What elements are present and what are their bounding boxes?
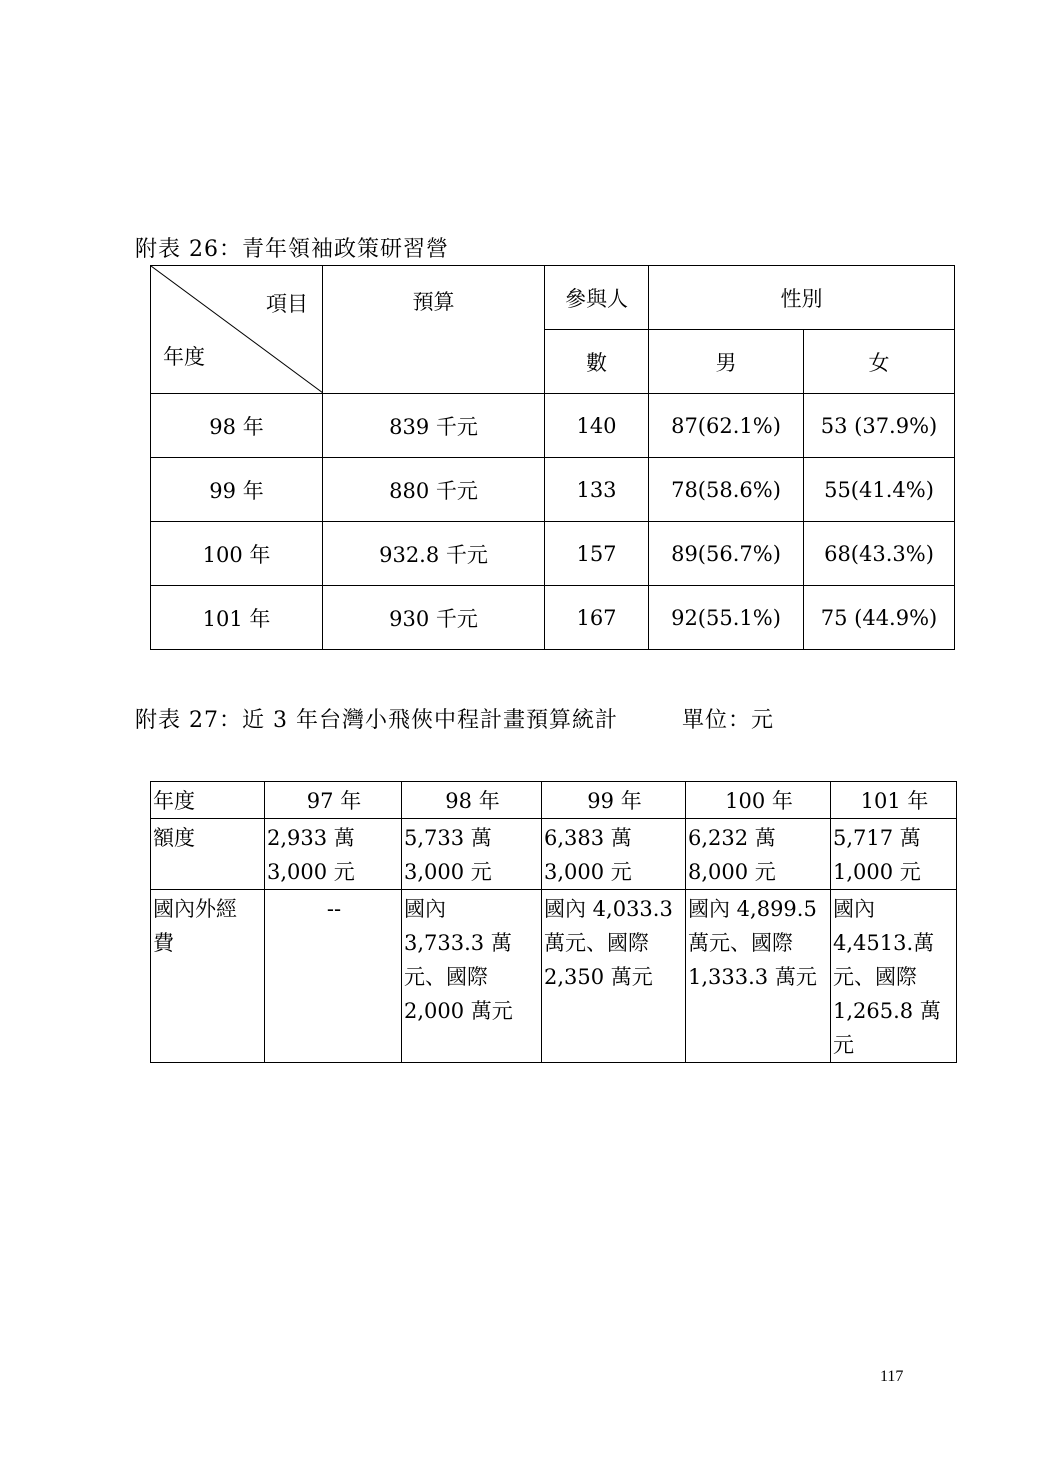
quota-101: 5,717 萬 1,000 元 <box>831 819 957 890</box>
quota-99: 6,383 萬 3,000 元 <box>542 819 686 890</box>
cell-count: 140 <box>545 394 649 458</box>
cell-budget: 932.8 千元 <box>323 522 545 586</box>
diagonal-line <box>151 266 323 393</box>
quota-100: 6,232 萬 8,000 元 <box>686 819 831 890</box>
header-gender: 性別 <box>649 266 955 330</box>
header-participants-line1: 參與人 <box>545 266 649 330</box>
cell-year: 99 年 <box>151 458 323 522</box>
table-row <box>151 522 955 586</box>
header-100: 100 年 <box>686 782 831 819</box>
table-row <box>151 890 957 1063</box>
cell-female: 68(43.3%) <box>804 522 955 586</box>
funds-99: 國內 4,033.3 萬元、國際 2,350 萬元 <box>542 890 686 1063</box>
cell-male: 87(62.1%) <box>649 394 804 458</box>
cell-budget: 880 千元 <box>323 458 545 522</box>
quota-97: 2,933 萬 3,000 元 <box>265 819 402 890</box>
diagonal-header-cell <box>151 266 323 394</box>
quota-98: 5,733 萬 3,000 元 <box>402 819 542 890</box>
table-row <box>151 819 957 890</box>
funds-100: 國內 4,899.5 萬元、國際 1,333.3 萬元 <box>686 890 831 1063</box>
cell-count: 157 <box>545 522 649 586</box>
cell-year: 101 年 <box>151 586 323 650</box>
header-item: 項目 <box>266 292 308 316</box>
header-99: 99 年 <box>542 782 686 819</box>
cell-male: 89(56.7%) <box>649 522 804 586</box>
table27-budget-stats <box>150 781 957 1063</box>
cell-budget: 839 千元 <box>323 394 545 458</box>
cell-count: 133 <box>545 458 649 522</box>
cell-female: 55(41.4%) <box>804 458 955 522</box>
funds-98: 國內 3,733.3 萬 元、國際 2,000 萬元 <box>402 890 542 1063</box>
header-101: 101 年 <box>831 782 957 819</box>
table-header-row <box>151 782 957 819</box>
page-number: 117 <box>880 1368 904 1385</box>
cell-female: 53 (37.9%) <box>804 394 955 458</box>
table-row <box>151 586 955 650</box>
cell-male: 92(55.1%) <box>649 586 804 650</box>
table26-leadership-camp <box>150 265 955 650</box>
cell-count: 167 <box>545 586 649 650</box>
header-98: 98 年 <box>402 782 542 819</box>
cell-year: 98 年 <box>151 394 323 458</box>
table-row <box>151 394 955 458</box>
funds-97: -- <box>265 890 402 1063</box>
table27-unit: 單位：元 <box>682 708 775 733</box>
header-97: 97 年 <box>265 782 402 819</box>
funds-label: 國內外經 費 <box>151 890 265 1063</box>
cell-year: 100 年 <box>151 522 323 586</box>
header-participants-line2: 數 <box>545 330 649 394</box>
cell-budget: 930 千元 <box>323 586 545 650</box>
header-budget: 預算 <box>323 266 545 394</box>
cell-female: 75 (44.9%) <box>804 586 955 650</box>
funds-101: 國內 4,4513.萬 元、國際 1,265.8 萬 元 <box>831 890 957 1063</box>
table27-caption: 附表 27：近 3 年台灣小飛俠中程計畫預算統計 <box>135 708 618 733</box>
header-year: 年度 <box>163 345 205 369</box>
cell-male: 78(58.6%) <box>649 458 804 522</box>
table26-caption: 附表 26：青年領袖政策研習營 <box>135 237 449 262</box>
header-male: 男 <box>649 330 804 394</box>
header-female: 女 <box>804 330 955 394</box>
header-year: 年度 <box>151 782 265 819</box>
table-row <box>151 458 955 522</box>
quota-label: 額度 <box>151 819 265 890</box>
